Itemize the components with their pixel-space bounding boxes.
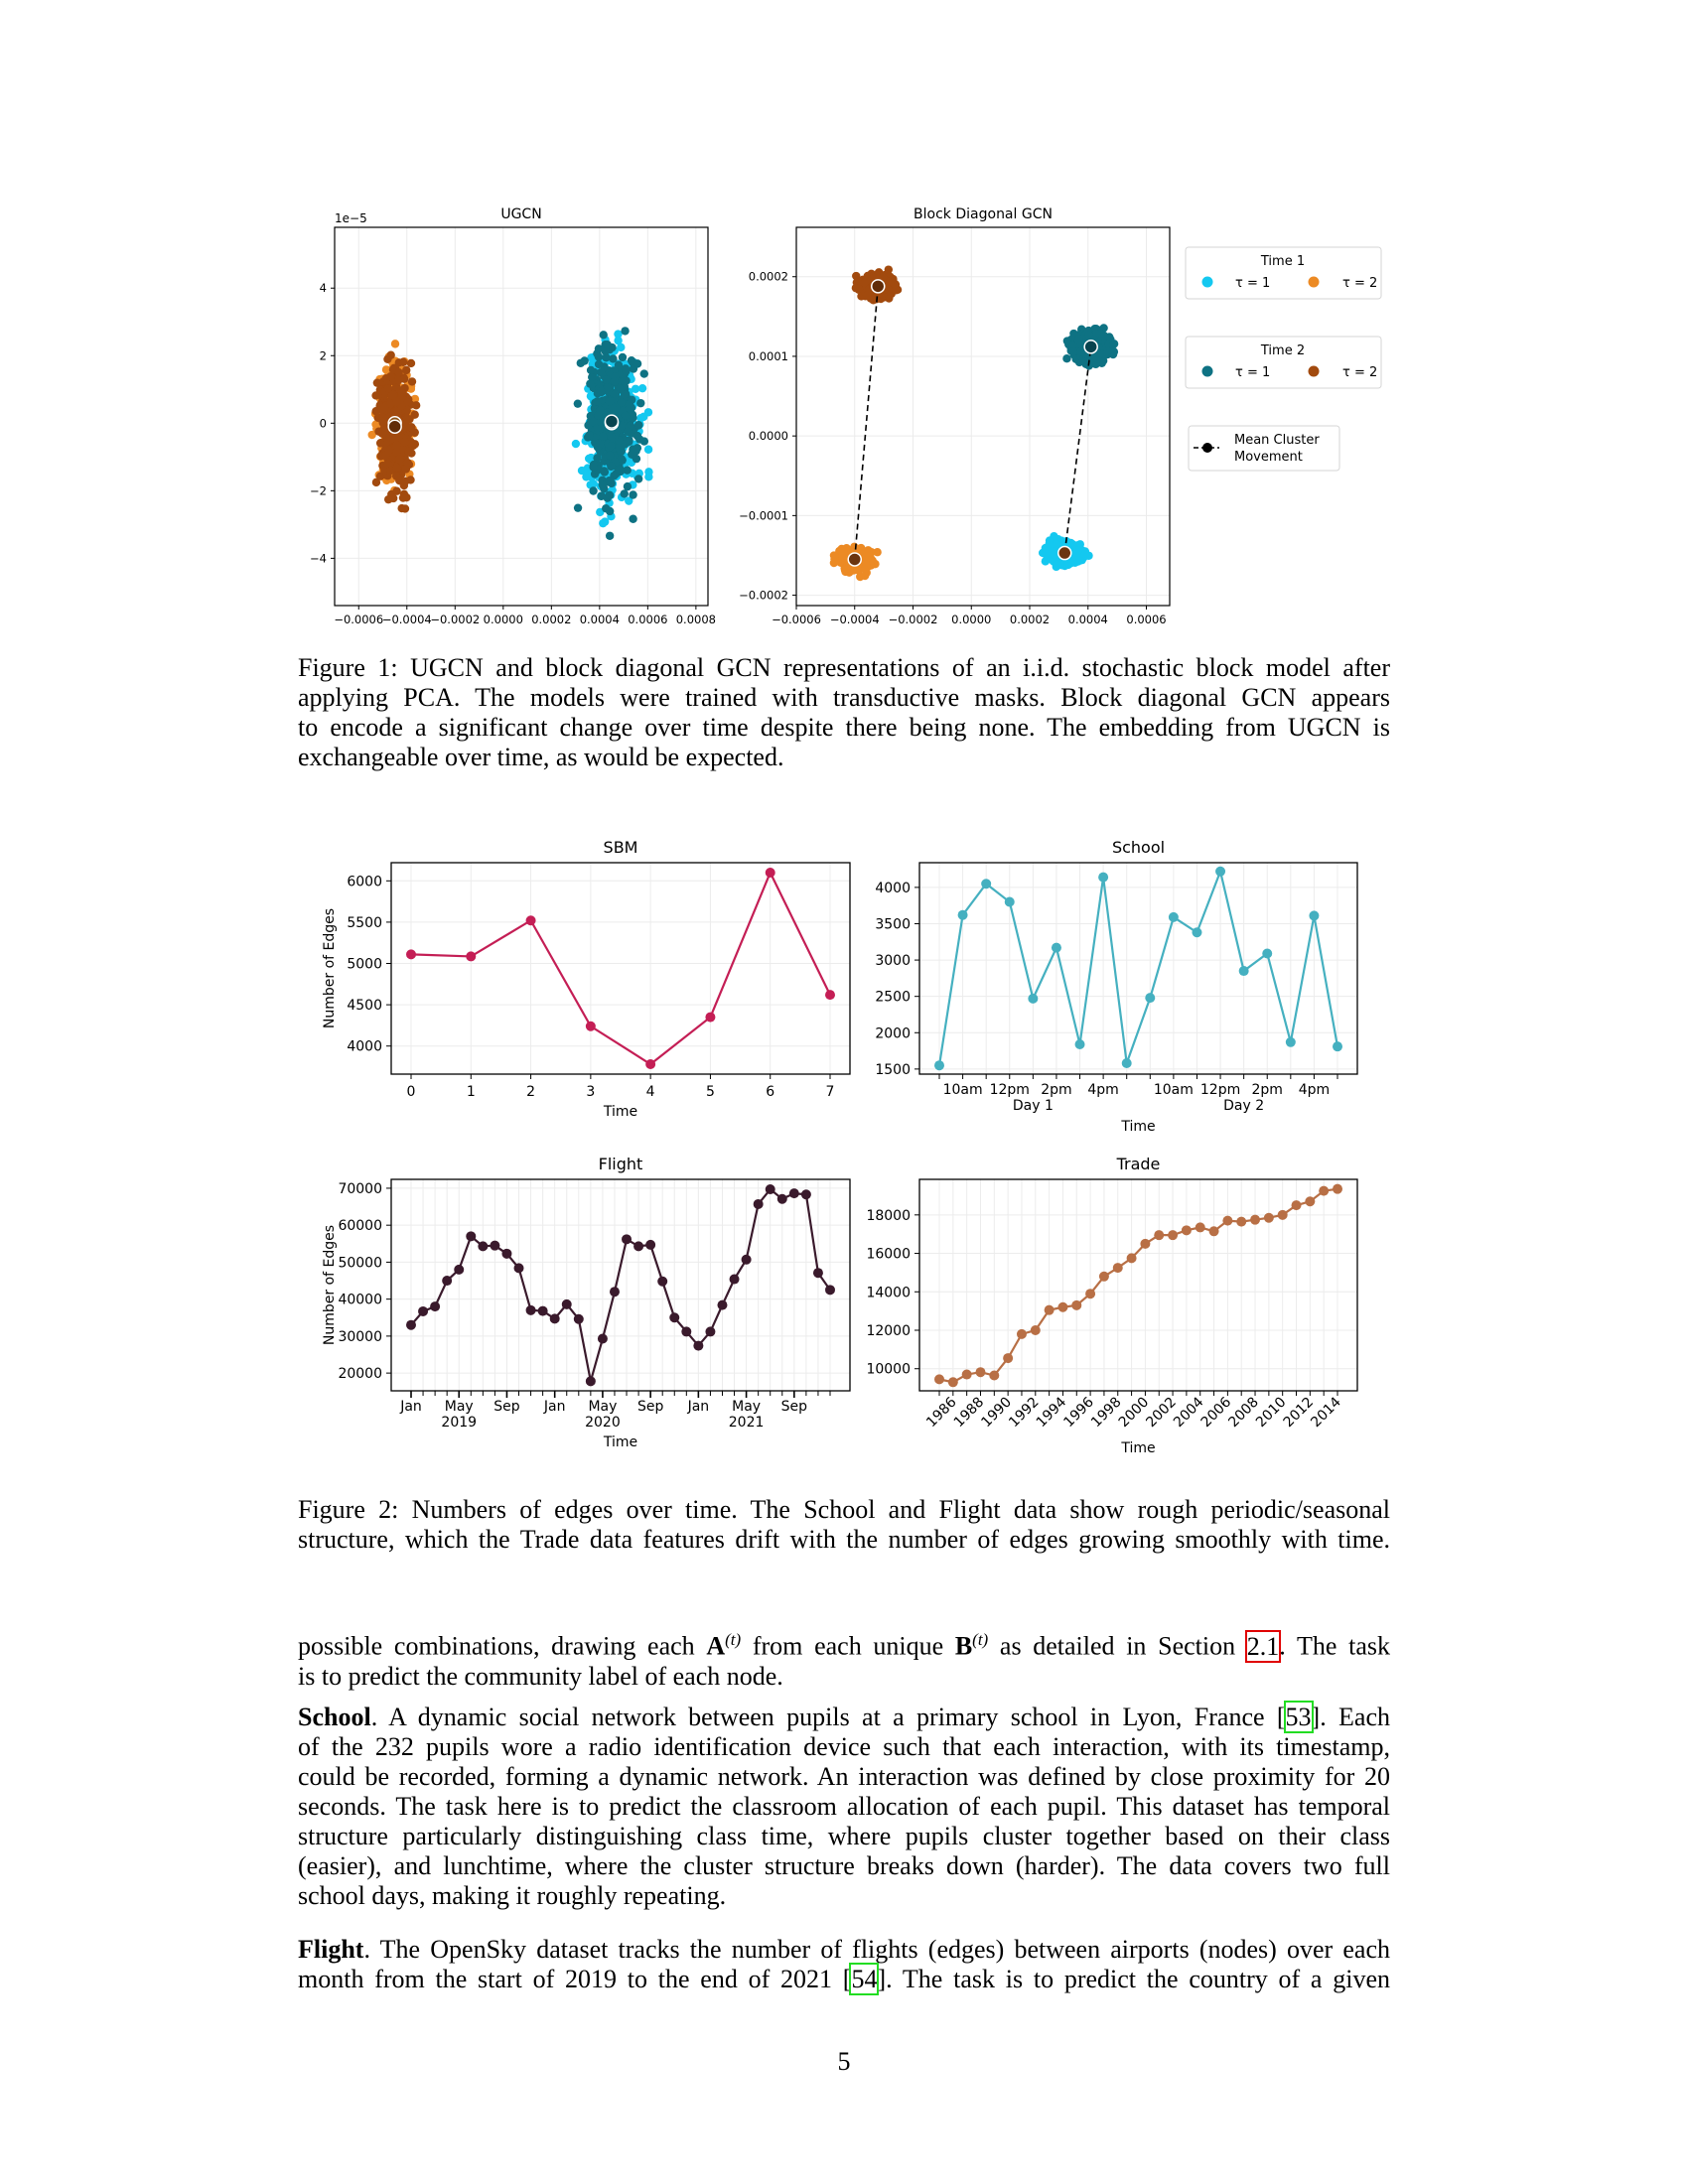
data-line [939,1189,1337,1383]
data-point [586,1022,596,1031]
legend-label: τ = 1 [1235,276,1271,291]
data-point [1333,1041,1342,1051]
y-tick-label: 14000 [866,1285,911,1301]
x-tick-label: 0 [406,1084,416,1100]
x-tick-label: 2002 [1143,1394,1180,1432]
x-tick-label: 2014 [1308,1394,1344,1432]
x-tick-label: May [588,1399,618,1415]
data-point [975,1367,985,1377]
x-tick-label: 5 [705,1084,715,1100]
x-group-label: Day 2 [1223,1098,1265,1114]
data-point [766,1184,775,1194]
y-tick-label: 70000 [338,1180,382,1197]
data-point [1192,927,1201,937]
x-tick-label: 0.0000 [483,613,523,626]
data-point [1168,1230,1178,1240]
x-tick-label: 2010 [1253,1394,1290,1432]
x-tick-label: 4pm [1298,1082,1331,1098]
data-point [454,1265,464,1275]
x-group-label: Day 1 [1012,1098,1054,1114]
data-point [948,1377,958,1387]
y-tick-label: 0.0000 [748,429,788,444]
data-point [825,990,835,1000]
data-point [981,879,991,888]
x-tick-label: 0.0002 [531,613,572,626]
data-point [813,1268,823,1278]
school-chart [875,838,1357,1135]
data-point [801,1189,811,1199]
x-year-label: 2019 [441,1415,478,1431]
x-tick-label: −0.0006 [772,613,821,626]
x-axis-label: Time [1121,1119,1156,1135]
citation-54-link[interactable]: 54 [851,1965,878,1993]
x-tick-label: 0.0000 [951,613,992,626]
y-tick-label: 50000 [338,1255,382,1272]
x-tick-label: 0.0002 [1009,613,1051,626]
trade-chart [866,1155,1357,1456]
data-point [514,1263,524,1273]
x-tick-label: 4 [645,1084,655,1100]
data-point [633,1241,643,1251]
y-tick-label: 6000 [347,874,382,890]
y-tick-label: −0.0002 [739,588,788,603]
data-line [411,873,830,1064]
para-line: could be recorded, forming a dynamic network. An interaction was defined by close proximity for 20 [298,1762,1390,1791]
chart-title: UGCN [500,206,542,222]
x-tick-label: Jan [687,1399,710,1415]
data-point [669,1312,679,1322]
y-tick-label: 2000 [875,1025,911,1042]
x-tick-label: 3 [586,1084,596,1100]
flight-chart [322,1155,850,1450]
data-point [789,1188,799,1198]
legend-label: τ = 2 [1342,276,1378,291]
data-point [1278,1210,1288,1220]
data-point [693,1341,703,1351]
data-point [1215,867,1225,877]
data-point [645,1240,655,1250]
chart-title: SBM [603,838,638,857]
x-tick-label: May [732,1399,762,1415]
chart-title: Trade [1116,1155,1161,1173]
legend-label: τ = 1 [1235,365,1271,380]
data-point [1182,1225,1192,1235]
x-tick-label: 0.0004 [1067,613,1108,626]
data-point [705,1013,715,1023]
legend-label: Mean Cluster [1234,433,1320,448]
y-tick-label: 4 [319,281,327,296]
x-tick-label: 1992 [1006,1394,1043,1432]
x-tick-label: 2008 [1225,1394,1262,1432]
data-point [1154,1230,1164,1240]
x-tick-label: Sep [636,1399,664,1415]
data-point [1292,1200,1302,1210]
x-tick-label: 0.0008 [675,613,716,626]
data-point [934,1060,944,1070]
chart-title: Flight [598,1155,643,1173]
x-tick-label: 10am [942,1082,983,1098]
x-tick-label: 2 [526,1084,536,1100]
data-point [1075,1039,1085,1049]
y-tick-label: 3000 [875,953,911,970]
data-point [1264,1213,1274,1223]
data-point [754,1199,764,1209]
x-tick-label: 7 [825,1084,835,1100]
data-point [526,915,536,925]
caption-line: exchangeable over time, as would be expected. [298,743,784,771]
y-tick-label: 40000 [338,1292,382,1308]
school-heading: School [298,1703,371,1731]
chart-title: Block Diagonal GCN [914,206,1053,222]
x-tick-label: 1996 [1060,1394,1097,1432]
page-number: 5 [837,2047,851,2076]
x-axis-label: Time [603,1434,638,1450]
data-point [657,1277,667,1287]
x-tick-label: 12pm [1199,1082,1241,1098]
axis-offset-label: 1e−5 [335,211,367,225]
data-point [1169,912,1179,922]
x-tick-label: Jan [400,1399,422,1415]
data-point [1222,1216,1232,1226]
para-line: month from the start of 2019 to the end of 2021 [54]. The task is to predict the country of a given [298,1965,1390,1993]
x-tick-label: 1994 [1033,1394,1070,1432]
data-point [622,1234,632,1244]
x-tick-label: Sep [780,1399,808,1415]
y-tick-label: 4000 [347,1038,382,1055]
data-point [681,1326,691,1336]
x-year-label: 2021 [728,1415,765,1431]
data-point [1071,1300,1081,1310]
data-point [766,868,775,878]
data-point [705,1326,715,1336]
x-tick-label: 2pm [1251,1082,1283,1098]
y-tick-label: 4500 [347,998,382,1015]
para-line: School. A dynamic social network between pupils at a primary school in Lyon, France [53]. Each [298,1703,1390,1731]
x-tick-label: 1988 [950,1394,988,1432]
x-tick-label: 1990 [978,1394,1015,1432]
data-point [1099,1272,1109,1282]
caption-line: to encode a significant change over time despite there being none. The embedding from UGCN is [298,713,1390,742]
data-point [1239,966,1249,976]
data-point [1286,1037,1296,1047]
data-point [1057,1302,1067,1312]
x-tick-label: 2pm [1041,1082,1072,1098]
y-tick-label: 3500 [875,916,911,933]
para-line: seconds. The task here is to predict the classroom allocation of each pupil. This dataset has temporal [298,1792,1390,1821]
y-tick-label: −0.0001 [739,508,788,523]
data-point [645,1059,655,1069]
caption-line: applying PCA. The models were trained with transductive masks. Block diagonal GCN appears [298,683,1390,712]
x-tick-label: 1998 [1088,1394,1125,1432]
data-point [1333,1184,1342,1194]
x-tick-label: 2012 [1280,1394,1318,1432]
data-point [586,1376,596,1386]
y-tick-label: 10000 [866,1361,911,1378]
x-tick-label: May [444,1399,474,1415]
data-point [490,1241,499,1251]
x-tick-label: 2004 [1171,1394,1207,1432]
legend-title-time-1: Time 1 [1260,254,1306,269]
x-tick-label: 0.0006 [1126,613,1167,626]
data-point [1140,1239,1150,1249]
data-point [610,1287,620,1297]
data-point [1305,1196,1315,1206]
data-point [478,1241,488,1251]
sbm-chart [322,838,850,1120]
para-line: (easier), and lunchtime, where the cluster structure breaks down (harder). The data covers two full [298,1851,1390,1880]
y-tick-label: 16000 [866,1246,911,1263]
chart-title: School [1111,838,1166,857]
x-tick-label: −0.0004 [829,613,880,626]
caption-line: structure, which the Trade data features drift with the number of edges growing smoothly with time. [298,1525,1390,1554]
data-point [442,1276,452,1286]
x-tick-label: −0.0002 [430,613,481,626]
data-point [1028,994,1038,1004]
y-tick-label: 60000 [338,1218,382,1235]
para-line: structure particularly distinguishing class time, where pupils cluster together based on their class [298,1822,1390,1850]
para-line: Flight. The OpenSky dataset tracks the number of flights (edges) between airports (nodes) over each [298,1935,1390,1964]
data-point [430,1301,440,1311]
data-point [1113,1263,1123,1273]
data-point [1005,897,1015,907]
data-point [1085,1289,1095,1298]
data-point [562,1299,572,1309]
data-point [1309,910,1319,920]
y-tick-label: 18000 [866,1207,911,1224]
y-tick-label: 0 [319,416,327,431]
x-tick-label: 0.0006 [628,613,668,626]
x-tick-label: 6 [766,1084,775,1100]
data-point [717,1300,727,1310]
x-tick-label: Jan [543,1399,566,1415]
axes-frame [919,1179,1357,1391]
data-point [1209,1226,1219,1236]
y-axis-label: Number of Edges [322,1224,338,1346]
data-point [1127,1253,1137,1263]
data-point [934,1374,944,1384]
data-point [742,1255,752,1265]
x-tick-label: 4pm [1087,1082,1119,1098]
y-tick-label: 2 [319,348,327,363]
data-point [1052,943,1061,953]
para-line: school days, making it roughly repeating. [298,1881,727,1910]
data-point [1196,1222,1205,1232]
data-point [825,1285,835,1295]
caption-line: Figure 2: Numbers of edges over time. The School and Flight data show rough periodic/seasonal [298,1495,1390,1524]
y-tick-label: 2500 [875,989,911,1006]
data-point [1319,1186,1329,1196]
y-tick-label: 12000 [866,1323,911,1340]
data-point [777,1194,787,1204]
x-tick-label: 1986 [923,1394,960,1432]
y-tick-label: −2 [310,483,327,498]
para-line: possible combinations, drawing each $A^{(t)}$ from each unique $B^{(t)}$ as detailed in Section 2.1. The task [298,1630,1390,1661]
y-tick-label: −4 [310,551,327,566]
paragraph-school [298,1703,1390,1911]
data-point [1045,1305,1055,1315]
y-axis-label: Number of Edges [322,907,338,1029]
section-ref-link[interactable]: 2.1 [1246,1631,1280,1661]
x-year-label: 2020 [585,1415,621,1431]
data-line [939,872,1337,1065]
x-tick-label: 2006 [1197,1394,1235,1432]
data-point [538,1306,548,1316]
data-point [962,1370,972,1380]
y-tick-label: 5500 [347,914,382,931]
paragraph-flight [298,1935,1390,1994]
data-point [730,1275,740,1285]
data-point [550,1313,560,1323]
data-point [1250,1215,1260,1225]
x-tick-label: 2000 [1115,1394,1153,1432]
para-line: is to predict the community label of each node. [298,1661,783,1691]
y-tick-label: 30000 [338,1328,382,1345]
data-point [1262,948,1272,958]
legend-label: Movement [1234,450,1303,465]
x-axis-label: Time [603,1104,638,1120]
x-tick-label: 12pm [989,1082,1030,1098]
data-point [501,1249,511,1259]
flight-heading: Flight [298,1935,364,1964]
data-point [406,949,416,959]
data-point [1031,1325,1041,1335]
data-point [598,1333,608,1343]
data-point [1003,1353,1013,1363]
x-axis-label: Time [1121,1440,1156,1456]
paragraph-sbm-end [298,1625,1390,1692]
data-point [1017,1329,1027,1339]
figure-2-caption [298,1495,1390,1555]
y-tick-label: 0.0001 [748,348,788,363]
data-point [418,1306,428,1316]
data-point [574,1314,584,1324]
axes-frame [391,1179,850,1391]
x-tick-label: −0.0006 [334,613,384,626]
x-tick-label: −0.0004 [381,613,432,626]
para-line: of the 232 pupils wore a radio identification device such that each interaction, with its timestamp, [298,1732,1390,1761]
y-tick-label: 1500 [875,1061,911,1078]
y-tick-label: 0.0002 [748,269,788,284]
legend-title-time-2: Time 2 [1260,343,1306,358]
y-tick-label: 20000 [338,1366,382,1383]
y-tick-label: 4000 [875,880,911,896]
citation-53-link[interactable]: 53 [1285,1703,1312,1731]
data-point [406,1320,416,1330]
x-tick-label: 0.0004 [579,613,620,626]
data-point [1098,873,1108,883]
legend-label: τ = 2 [1342,365,1378,380]
x-tick-label: Sep [493,1399,520,1415]
data-point [526,1305,536,1315]
data-point [989,1371,999,1381]
y-tick-label: 5000 [347,956,382,973]
x-tick-label: −0.0002 [888,613,938,626]
data-point [466,951,476,961]
data-point [958,910,968,920]
data-line [411,1189,830,1381]
data-point [1145,993,1155,1003]
x-tick-label: 10am [1153,1082,1194,1098]
data-point [1122,1058,1132,1068]
data-point [1236,1217,1246,1227]
caption-line: Figure 1: UGCN and block diagonal GCN representations of an i.i.d. stochastic block model after [298,653,1390,682]
data-point [466,1231,476,1241]
x-tick-label: 1 [466,1084,476,1100]
